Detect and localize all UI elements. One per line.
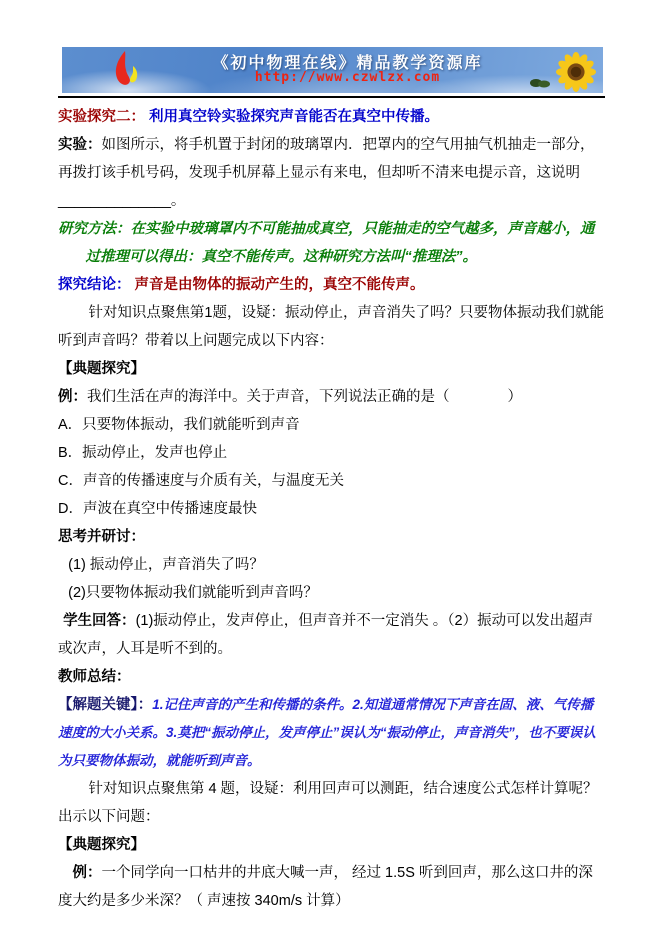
conclusion-text: 声音是由物体的振动产生的，真空不能传声。: [134, 277, 425, 293]
document-body: [58, 98, 605, 915]
section-title-classic-exploration-2: 【典题探究】: [58, 837, 145, 853]
option-c: C．声音的传播速度与介质有关，与温度无关: [58, 473, 344, 489]
option-d: D．声波在真空中传播速度最快: [58, 501, 257, 517]
section-title-classic-exploration-1: 【典题探究】: [58, 361, 145, 377]
experiment-2-title: 利用真空铃实验探究声音能否在真空中传播。: [149, 109, 440, 125]
paragraph-conclusion: [58, 271, 605, 299]
site-banner: [62, 47, 603, 93]
experiment-label: 实验：: [58, 137, 102, 153]
student-answer-label: 学生回答：: [63, 613, 136, 629]
banner-title: 《初中物理在线》精品教学资源库: [212, 55, 483, 72]
experiment-text: 如图所示，将手机置于封闭的玻璃罩内．把罩内的空气用抽气机抽走一部分，再拨打该手机号码，发现手机屏幕上显示有来电，但却听不清来电提示音，这说明: [58, 137, 595, 181]
section-title-teacher-summary: 教师总结：: [58, 669, 131, 685]
question-1: (1) 振动停止，声音消失了吗？: [68, 557, 264, 573]
banner-url: http://www.czwlzx.com: [254, 70, 441, 85]
example-2-text: 一个同学向一口枯井的井底大喊一声， 经过 1.5S 听到回声，那么这口井的深度大约是多少米深？（ 声速按 340m/s 计算）: [58, 865, 593, 909]
page-header: [58, 47, 605, 98]
fill-in-blank: ______________。: [58, 193, 186, 209]
student-answer-text: (1)振动停止，发声停止，但声音并不一定消失 。（2）振动可以发出超声或次声，人耳是听不到的。: [58, 613, 594, 657]
option-b: B．振动停止，发声也停止: [58, 445, 228, 461]
option-a: A．只要物体振动，我们就能听到声音: [58, 417, 300, 433]
experiment-2-label: 实验探究二：: [58, 109, 145, 125]
paragraph-key-points: [58, 691, 605, 775]
paragraph-experiment-description: [58, 131, 605, 215]
sunflower-icon: [555, 52, 597, 93]
paragraph-transition-2: 针对知识点聚焦第 4 题，设疑：利用回声可以测距，结合速度公式怎样计算呢？出示以下问题：: [58, 781, 598, 825]
example-2-label: 例：: [72, 865, 102, 881]
leaf-icon: [529, 75, 551, 93]
example-1-label: 例：: [58, 389, 87, 405]
paragraph-example-1: [58, 383, 605, 411]
paragraph-student-answer: [58, 607, 605, 663]
paragraph-experiment-2-heading: [58, 103, 605, 131]
paragraph-research-method: [58, 215, 605, 271]
research-method-text: 在实验中玻璃罩内不可能抽成真空，只能抽走的空气越多，声音越小，通过推理可以得出：真空不能传声。这种研究方法叫“推理法”。: [85, 221, 595, 265]
example-1-text: 我们生活在声的海洋中。关于声音，下列说法正确的是（ ）: [87, 389, 522, 405]
research-method-label: 研究方法：: [58, 221, 131, 237]
paragraph-example-2: [58, 859, 605, 915]
question-2: (2)只要物体振动我们就能听到声音吗？: [68, 585, 318, 601]
flame-logo-icon: [110, 50, 144, 93]
paragraph-transition-1: 针对知识点聚焦第1题，设疑：振动停止，声音消失了吗？只要物体振动我们就能听到声音吗？带着以上问题完成以下内容：: [58, 305, 604, 349]
key-points-text: 1.记住声音的产生和传播的条件。2.知道通常情况下声音在固、液、气传播速度的大小关系。3.莫把“振动停止，发声停止”误认为“振动停止，声音消失”，也不要误认为只要物体振动，就能听到声音。: [58, 697, 596, 768]
conclusion-label: 探究结论：: [58, 277, 131, 293]
section-title-think-discuss: 思考并研讨：: [58, 529, 145, 545]
key-points-label: 【解题关键】：: [58, 697, 153, 713]
